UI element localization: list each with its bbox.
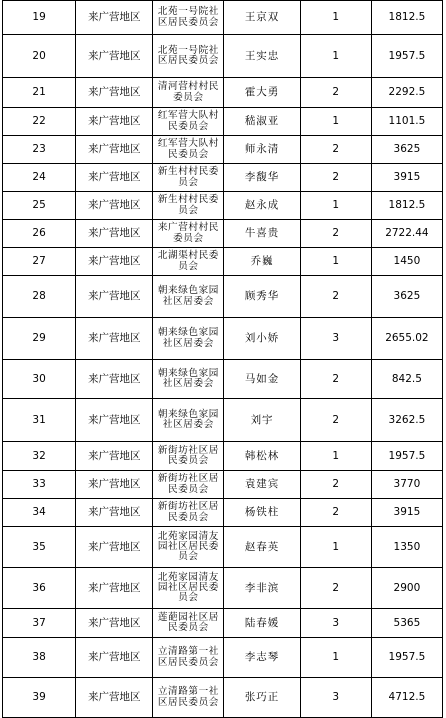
cell-amount: 1957.5 bbox=[371, 638, 442, 678]
cell-name: 袁建宾 bbox=[224, 471, 300, 499]
cell-area: 来广营地区 bbox=[76, 678, 153, 718]
cell-name: 李非滨 bbox=[224, 568, 300, 609]
cell-amount: 1812.5 bbox=[371, 192, 442, 220]
cell-count: 1 bbox=[300, 248, 371, 276]
cell-org: 新街坊社区居民委员会 bbox=[153, 471, 224, 499]
cell-org: 北苑一号院社区居民委员会 bbox=[153, 35, 224, 78]
cell-no: 25 bbox=[3, 192, 76, 220]
cell-area: 来广营地区 bbox=[76, 192, 153, 220]
table-row bbox=[3, 360, 443, 399]
cell-amount: 1101.5 bbox=[371, 108, 442, 136]
cell-name: 刘宇 bbox=[224, 399, 300, 442]
table-row bbox=[3, 78, 443, 108]
cell-org: 立清路第一社区居民委员会 bbox=[153, 638, 224, 678]
cell-count: 3 bbox=[300, 318, 371, 360]
cell-area: 来广营地区 bbox=[76, 220, 153, 248]
table-row bbox=[3, 108, 443, 136]
cell-area: 来广营地区 bbox=[76, 527, 153, 568]
cell-org: 立清路第一社区居民委员会 bbox=[153, 678, 224, 718]
table-row bbox=[3, 276, 443, 318]
cell-org: 北苑家园清友园社区居民委员会 bbox=[153, 527, 224, 568]
table-row bbox=[3, 442, 443, 471]
cell-count: 1 bbox=[300, 527, 371, 568]
cell-amount: 3625 bbox=[371, 136, 442, 164]
cell-count: 2 bbox=[300, 471, 371, 499]
cell-area: 来广营地区 bbox=[76, 35, 153, 78]
cell-name: 杨铁柱 bbox=[224, 499, 300, 527]
cell-area: 来广营地区 bbox=[76, 609, 153, 638]
cell-name: 顾秀华 bbox=[224, 276, 300, 318]
cell-count: 2 bbox=[300, 136, 371, 164]
cell-amount: 5365 bbox=[371, 609, 442, 638]
data-table bbox=[2, 0, 443, 718]
cell-org: 红军营大队村民委员会 bbox=[153, 108, 224, 136]
cell-amount: 3770 bbox=[371, 471, 442, 499]
cell-amount: 2292.5 bbox=[371, 78, 442, 108]
cell-no: 23 bbox=[3, 136, 76, 164]
cell-no: 22 bbox=[3, 108, 76, 136]
cell-area: 来广营地区 bbox=[76, 399, 153, 442]
cell-amount: 2900 bbox=[371, 568, 442, 609]
cell-org: 朝来绿色家园社区居委会 bbox=[153, 318, 224, 360]
cell-name: 马如金 bbox=[224, 360, 300, 399]
cell-count: 2 bbox=[300, 164, 371, 192]
cell-count: 2 bbox=[300, 568, 371, 609]
table-row bbox=[3, 220, 443, 248]
cell-no: 31 bbox=[3, 399, 76, 442]
cell-count: 2 bbox=[300, 399, 371, 442]
cell-org: 朝来绿色家园社区居委会 bbox=[153, 276, 224, 318]
cell-no: 35 bbox=[3, 527, 76, 568]
table-row bbox=[3, 678, 443, 718]
cell-count: 3 bbox=[300, 678, 371, 718]
cell-amount: 3915 bbox=[371, 499, 442, 527]
cell-name: 赵春英 bbox=[224, 527, 300, 568]
table-row bbox=[3, 35, 443, 78]
cell-org: 朝来绿色家园社区居委会 bbox=[153, 399, 224, 442]
cell-no: 26 bbox=[3, 220, 76, 248]
cell-amount: 2722.44 bbox=[371, 220, 442, 248]
cell-name: 王实忠 bbox=[224, 35, 300, 78]
table-row bbox=[3, 1, 443, 35]
cell-count: 2 bbox=[300, 360, 371, 399]
cell-name: 李志琴 bbox=[224, 638, 300, 678]
cell-area: 来广营地区 bbox=[76, 1, 153, 35]
cell-name: 赵永成 bbox=[224, 192, 300, 220]
cell-amount: 3625 bbox=[371, 276, 442, 318]
cell-org: 北苑一号院社区居民委员会 bbox=[153, 1, 224, 35]
cell-amount: 1812.5 bbox=[371, 1, 442, 35]
cell-name: 韩松林 bbox=[224, 442, 300, 471]
table-row bbox=[3, 399, 443, 442]
cell-area: 来广营地区 bbox=[76, 499, 153, 527]
cell-no: 38 bbox=[3, 638, 76, 678]
cell-name: 牛喜贵 bbox=[224, 220, 300, 248]
cell-area: 来广营地区 bbox=[76, 638, 153, 678]
cell-no: 39 bbox=[3, 678, 76, 718]
cell-no: 34 bbox=[3, 499, 76, 527]
cell-area: 来广营地区 bbox=[76, 108, 153, 136]
cell-amount: 1350 bbox=[371, 527, 442, 568]
cell-org: 来广营村村民委员会 bbox=[153, 220, 224, 248]
cell-org: 北湖渠村民委员会 bbox=[153, 248, 224, 276]
cell-org: 北苑家园清友园社区居民委员会 bbox=[153, 568, 224, 609]
cell-count: 1 bbox=[300, 108, 371, 136]
table-row bbox=[3, 638, 443, 678]
cell-area: 来广营地区 bbox=[76, 442, 153, 471]
cell-org: 莲葩园社区居民委员会 bbox=[153, 609, 224, 638]
cell-org: 新街坊社区居民委员会 bbox=[153, 499, 224, 527]
table-row bbox=[3, 192, 443, 220]
cell-org: 红军营大队村民委员会 bbox=[153, 136, 224, 164]
table-row bbox=[3, 527, 443, 568]
table-row bbox=[3, 568, 443, 609]
cell-no: 27 bbox=[3, 248, 76, 276]
cell-amount: 4712.5 bbox=[371, 678, 442, 718]
cell-no: 20 bbox=[3, 35, 76, 78]
cell-name: 李馥华 bbox=[224, 164, 300, 192]
cell-area: 来广营地区 bbox=[76, 568, 153, 609]
cell-no: 29 bbox=[3, 318, 76, 360]
table-row bbox=[3, 471, 443, 499]
cell-amount: 842.5 bbox=[371, 360, 442, 399]
table-row bbox=[3, 136, 443, 164]
cell-area: 来广营地区 bbox=[76, 78, 153, 108]
cell-count: 1 bbox=[300, 638, 371, 678]
cell-amount: 3915 bbox=[371, 164, 442, 192]
cell-area: 来广营地区 bbox=[76, 360, 153, 399]
table-row bbox=[3, 499, 443, 527]
cell-count: 1 bbox=[300, 442, 371, 471]
cell-no: 32 bbox=[3, 442, 76, 471]
cell-area: 来广营地区 bbox=[76, 248, 153, 276]
cell-name: 乔巍 bbox=[224, 248, 300, 276]
cell-count: 2 bbox=[300, 78, 371, 108]
cell-no: 21 bbox=[3, 78, 76, 108]
cell-org: 新生村村民委员会 bbox=[153, 192, 224, 220]
cell-count: 3 bbox=[300, 609, 371, 638]
cell-count: 2 bbox=[300, 276, 371, 318]
cell-amount: 1957.5 bbox=[371, 35, 442, 78]
cell-name: 王京双 bbox=[224, 1, 300, 35]
cell-count: 2 bbox=[300, 499, 371, 527]
cell-name: 陆春媛 bbox=[224, 609, 300, 638]
cell-no: 19 bbox=[3, 1, 76, 35]
cell-amount: 3262.5 bbox=[371, 399, 442, 442]
cell-amount: 1957.5 bbox=[371, 442, 442, 471]
cell-no: 28 bbox=[3, 276, 76, 318]
cell-count: 2 bbox=[300, 220, 371, 248]
cell-name: 嵇淑亚 bbox=[224, 108, 300, 136]
cell-org: 新街坊社区居民委员会 bbox=[153, 442, 224, 471]
cell-no: 36 bbox=[3, 568, 76, 609]
table-row bbox=[3, 164, 443, 192]
cell-count: 1 bbox=[300, 192, 371, 220]
cell-no: 24 bbox=[3, 164, 76, 192]
cell-count: 1 bbox=[300, 1, 371, 35]
cell-name: 霍大勇 bbox=[224, 78, 300, 108]
cell-no: 37 bbox=[3, 609, 76, 638]
cell-org: 朝来绿色家园社区居委会 bbox=[153, 360, 224, 399]
table-row bbox=[3, 609, 443, 638]
cell-area: 来广营地区 bbox=[76, 471, 153, 499]
cell-area: 来广营地区 bbox=[76, 276, 153, 318]
table-row bbox=[3, 318, 443, 360]
cell-name: 张巧正 bbox=[224, 678, 300, 718]
cell-amount: 2655.02 bbox=[371, 318, 442, 360]
cell-name: 刘小娇 bbox=[224, 318, 300, 360]
cell-amount: 1450 bbox=[371, 248, 442, 276]
cell-area: 来广营地区 bbox=[76, 164, 153, 192]
cell-org: 清河营村村民委员会 bbox=[153, 78, 224, 108]
cell-no: 30 bbox=[3, 360, 76, 399]
cell-no: 33 bbox=[3, 471, 76, 499]
cell-area: 来广营地区 bbox=[76, 136, 153, 164]
table-row bbox=[3, 248, 443, 276]
cell-name: 师永清 bbox=[224, 136, 300, 164]
cell-org: 新生村村民委员会 bbox=[153, 164, 224, 192]
cell-area: 来广营地区 bbox=[76, 318, 153, 360]
cell-count: 1 bbox=[300, 35, 371, 78]
